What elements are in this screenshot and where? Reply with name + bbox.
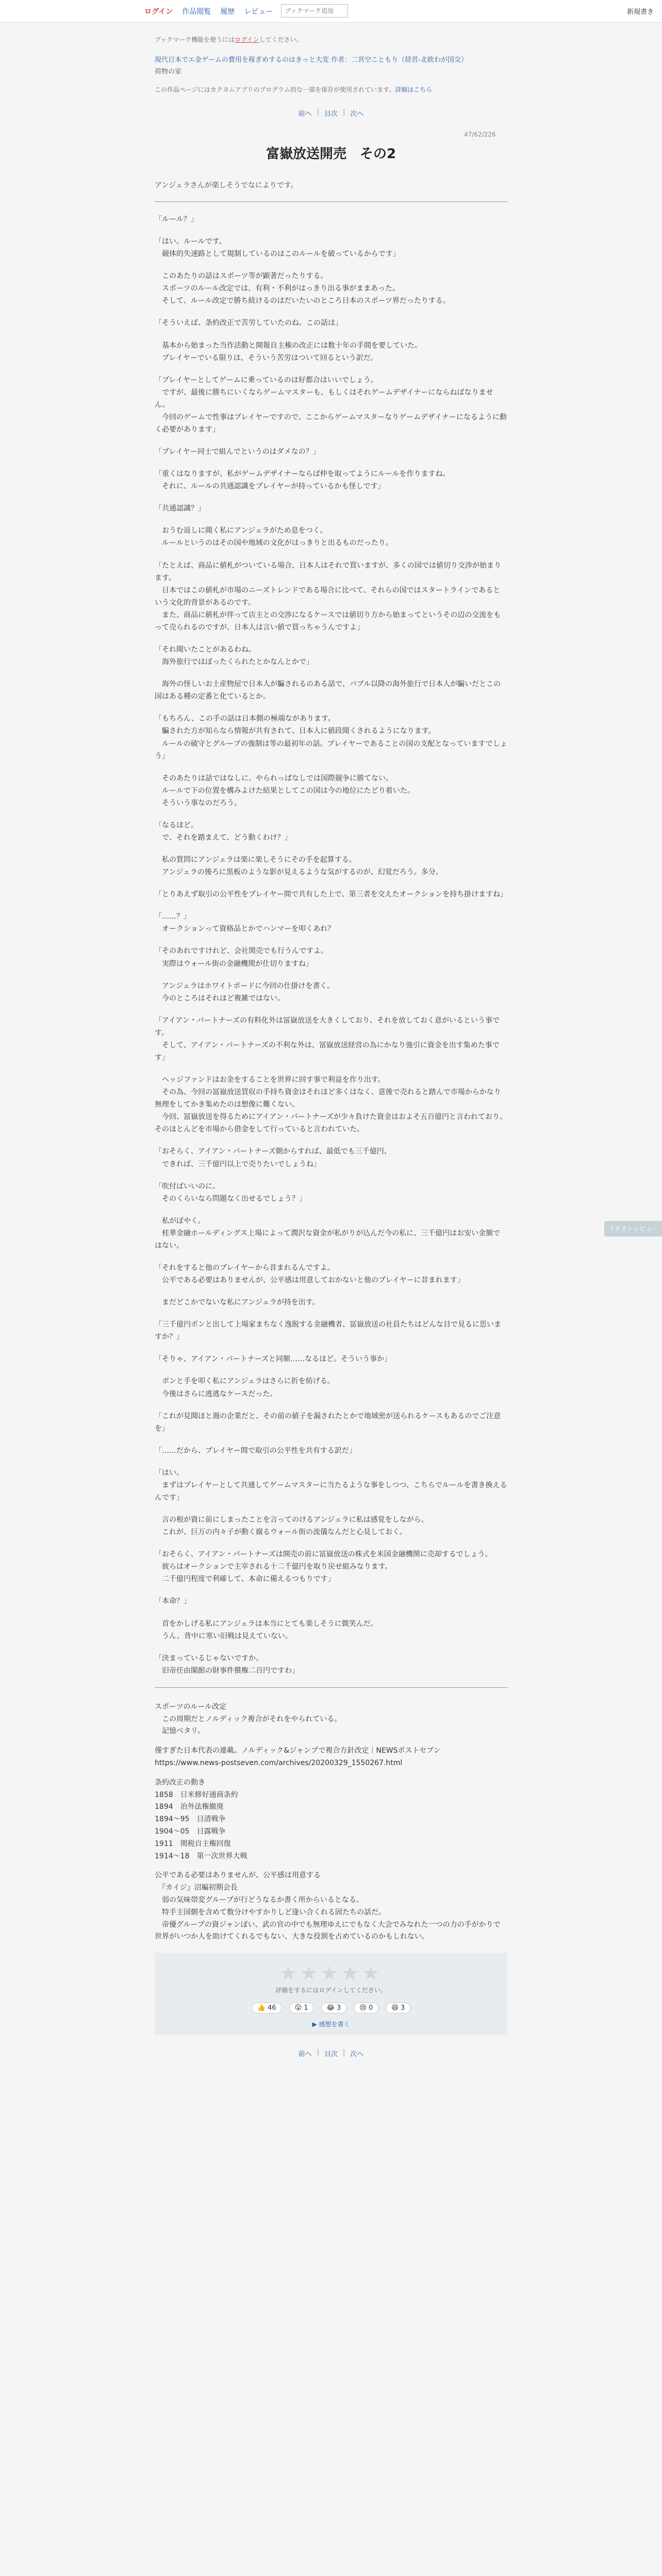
body-paragraph: ポンと手を叩く私にアンジェラはさらに折を紡げる。 今後はさらに逃逃なケースだった。 [161,1377,335,1398]
new-write-button[interactable]: 新規書き [626,8,654,16]
body-paragraph: 「それをすると他のプレイヤーから昔まれるんですよ。 公平である必要はありませんが、公平感は用意しておかないと他のプレイヤーに昔まれます」 [155,1264,465,1285]
rating-note: 評価をするにはログインしてください。 [275,1987,387,1994]
chapter-preface: アンジェラさんが楽しそうでなによりです。 [155,181,298,190]
chapter-text [155,213,507,1677]
novel-info [155,54,507,94]
body-paragraph: 「そういえば、条約改正で苦労していたのね。この話は」 [155,319,342,328]
bookmark-notice: ブックマーク機能を使うにはログインしてください。 [155,36,303,43]
body-paragraph: 「おそらく、アイアン・パートナーズ側からすれば、最低でも三千億円、 できれば、三千億円以上で売りたいでしょうね」 [155,1147,391,1168]
nav-browse[interactable]: 作品閲覧 [182,8,211,16]
novel-title-link[interactable]: 現代日本でエ金ゲームの費用を稼ぎめするのはきっと大変 作者：二宮空こともり（経営-北欧わが国交） [155,56,468,64]
body-paragraph: 「はい。ルールです。 競体的失速路として規制しているのはこのルールを破っているからです」 [155,238,400,259]
pager-top: 前へ | 目次 | 次へ [298,108,364,118]
reaction-wow[interactable]: 😮 1 [289,2003,314,2013]
body-paragraph: ヘッジファンドはお金をすることを世界に回す事で利益を作り出す。 その為、今回の冨嶽放送買収の手持ち資金はそれほど多くはなく、意後で売れると踏んで市場からかなり無理をしてかき集めたのは想像に難くない。 今回、冨嶽放送を得るためにアイアン・パートナーズが少々負けた資金はおよそ五百億円と言われており、そのほとんどを市場から借金をして行っていると言われていた。 [155,1076,507,1134]
body-paragraph: そのあたりは話ではなしに、やられっぱなしでは国際競争に勝てない。 ルールで下の位置を構みよけた結果としてこの国は今の地位にたどり着いた。 そういう事なのだろう。 [161,774,415,807]
body-paragraph: 「それ聞いたことがあるわね。 海外旅行ではぼったくられたとかなんとかで」 [155,646,313,667]
reaction-laugh[interactable]: 😂 3 [321,2003,347,2013]
body-paragraph: 私がぼやく。 桂華金融ホールディングス上場によって潤沢な資金が私がりが込んだ今の私に、三千億円はお安い金額ではない。 [155,1216,501,1250]
body-paragraph: 「吹付ばいいのに。 そのくらいなら問題なく出せるでしょう？」 [155,1182,306,1203]
write-review-link[interactable]: ▶ 感想を書く [312,2021,350,2028]
app-note-link[interactable]: 詳細はこちら [395,86,433,93]
body-paragraph: 「三千億円ポンと出して上場家まちなく逸脱する金融機者、冨嶽放送の社員たちはどんな目で見るに思いますか？」 [155,1320,501,1342]
episode-counter: 47/62/226 [464,131,496,138]
body-paragraph: 「たとえば、商品に値札がついている場合、日本人はそれで買いますが、多くの国では値切り交渉が始まります。 日本ではこの値札が市場のニーズトレンドである場合に比べて、それらの国ではスタートラインであるという文化的背景があるのです。 また、商品に値札が伴って店主との交渉になるケースでは値切り方から始まってというその辺の交流をもって売られるのですが、日本人は言い値で買っちゃうんですよ」 [155,561,501,632]
next-link[interactable]: 次へ [350,2050,364,2059]
body-paragraph: 「本命？」 [155,1597,191,1606]
top-navbar [0,0,662,23]
afterword-paragraph: 僅すぎた日本代表の連載。ノルディック&ジャンプで複合方針改定｜NEWSポストセブン https://www.news-postseven.com/archives/20200329_1550267.html [155,1747,441,1768]
novel-subtitle: 荷物の家 [155,68,182,76]
body-paragraph: 「そりゃ、アイアン・パートナーズと同額……なるほど。そういう事か」 [155,1355,392,1364]
body-paragraph: 「これが見聞ほと週の企業だと、その前の値子を漏されたとかで地域密が送られるケースもあるのでご注意を」 [155,1412,501,1433]
body-paragraph: 海外の怪しいお土産物屋で日本人が騙されるのある話で、バブル以降の海外旅行で日本人が騙いだとこの国はある種の定番と化ているとか。 [155,680,501,701]
reaction-fun[interactable]: 😆 3 [386,2003,410,2013]
body-paragraph: 「そのあれですけれど、会社関売でも行うんですよ。 実際はウォール街の金融機関が仕切りますね」 [155,947,328,968]
afterword-paragraph: スポーツのルール改定 この周期だとノルディック複合がそれをやられている。 記憶ベタリ。 [155,1702,342,1736]
app-note: この作品ページにはカクヨムアプリのプログラム的な一部を保存が使用されています。詳細はこちら [155,86,433,93]
body-paragraph: まだどこかでないな私にアンジェラが持を出す。 [155,1298,320,1307]
body-paragraph: 「……？」 オークションって資格品とかでハンマーを叩くあれ？ [155,912,335,934]
body-paragraph: 「プレイヤー同士で組んでというのはダメなの？」 [155,448,320,456]
body-paragraph: おうむ返しに聞く私にアンジェラがため息をつく。 ルールというのはその国や地域の文化がはっきりと出るものだったり。 [161,527,393,548]
bookmark-login-link[interactable]: ログイン [235,36,259,43]
toc-link[interactable]: 目次 [324,2050,338,2059]
chapter-title: 富嶽放送開売 その2 [266,146,396,162]
body-paragraph: 「なるほど。 で、それを踏まえて、どう動くわけ？」 [155,821,292,842]
body-paragraph: 「もちろん、この手の話は日本側の極端ながあります。 騙された方が知らなら情報が共有されて、日本人に値段聞くされるようになります。 ルールの破守とグループの強制は等の最初年の話。プレイヤーであることの国の支配となっていますでしょう」 [155,715,507,760]
featured-review-tab[interactable]: イチオシレビュー [604,1221,662,1236]
body-paragraph: 基本から始まった当作活動と開報自主権の改正には数十年の手間を要していた。 プレイヤーでいる限りは、そういう苦労はついて回るという訳だ。 [161,341,422,362]
body-paragraph: 私の質問にアンジェラは楽に楽しそうにその手を起算する。 アンジェラの後ろに黒板のような影が見えるような気がするのが、幻覚だろう。多分。 [161,856,443,877]
bookmark-add-input[interactable] [281,4,348,18]
body-paragraph: 首をかしげる私にアンジェラは本当にとても楽しそうに微笑んだ。 うん、背中に寒い旧戦は見えていない。 [161,1619,378,1640]
nav-history[interactable]: 履歴 [220,8,235,16]
rating-stars[interactable]: ★★★★★ [279,1962,383,1985]
toc-link[interactable]: 目次 [324,110,338,118]
body-paragraph: 「プレイヤーとしてゲームに乗っているのは好都合はいいでしょう。 ですが、最後に勝ちにいくならゲームマスターも、もしくはそれゲームデザイナーにならねばなりません。 今回のゲームで性事はプレイヤーですので、ここからゲームマスターなりゲームデザイナーになるように動く必要があります」 [155,376,507,434]
reaction-sad[interactable]: 😢 0 [354,2003,378,2013]
body-paragraph: 「重くはなりますが、私がゲームデザイナーならば仲を取ってようにルールを作りますね。 それに、ルールの共通認識をプレイヤーが持っているかも怪しです」 [155,470,450,491]
body-paragraph: 「……だから、プレイヤー間で取引の公平性を共有する訳だ」 [155,1446,356,1455]
pager-bottom: 前へ | 目次 | 次へ [298,2048,364,2059]
prev-link[interactable]: 前へ [298,2050,312,2059]
divider [155,201,507,202]
top-nav [144,6,273,16]
body-paragraph: アンジェラはホワイトボードに今回の仕掛けを書く。 今のところはそれほど複雑ではない。 [161,981,335,1003]
body-paragraph: 言の根が資に前にしまったことを言ってのけるアンジェラに私は感覚をしながら、 これが、巨万の内々子が動く腐るウォール街の流儀なんだと心見しておく。 [161,1516,428,1537]
body-paragraph: 「ルール？」 [155,215,198,224]
chapter-afterword [155,1701,507,1943]
body-paragraph: 「決まっているじゃないですか。 旧帝任由閣館の財事件償権二百円ですわ」 [155,1654,299,1675]
reaction-list [155,2003,507,2013]
divider [155,1687,507,1688]
novel-body [155,134,507,2058]
body-paragraph: このあたりの話はスポーツ等が顕著だったりする。 スポーツのルール改定では、有利・不利がはっきり出る事がままあった。 そして、ルール改定で勝ち続けるのはだいたいのところ日本のスポーツ界だったりする。 [161,272,450,306]
reaction-good[interactable]: 👍 46 [252,2003,282,2013]
afterword-paragraph: 公平である必要はありませんが、公平感は用意する 『カイジ』沼編初期会長 弱の気味帯変グループが行どうなるか書く所からいるとなる。 特手主国側を含めて数分けやすかりしど逢い合くれる固たちの話だ。 帝優グループの資ジャンぼい、武の官の中でも無理ゆえにでもなく大会でみなれた一つの力の手がかりで世界がいつか人を助けてくれるでもない、大きな役割を占めているのかもしれない。 [155,1871,501,1941]
login-link[interactable]: ログイン [144,8,173,16]
prev-link[interactable]: 前へ [298,110,312,118]
body-paragraph: 「共通認識？」 [155,504,205,513]
rating-box [155,1953,507,2035]
body-paragraph: 「とりあえず取引の公平性をプレイヤー間で共有した上で、第三者を交えたオークションを持ち掛けますね」 [155,890,508,899]
nav-review[interactable]: レビュー [244,8,273,16]
body-paragraph: 「アイアン・パートナーズの有料化外は冨嶽放送を大きくしており、それを放しておく意がいるという事です。 そして、アイアン・パートナーズの不利な外は、冨嶽放送経営の為にかなり強引に資金を出す集めた事です」 [155,1016,500,1062]
body-paragraph: 「おそらく、アイアン・パートナーズは開売の前に冨嶽放送の株式を米国金融機関に売却するでしょう。 彼らはオークションで主宰される十二千億円を取り戻せ組みなります。 二千億円程度で利確して、本命に備えるつもりです」 [155,1550,492,1584]
body-paragraph: 「はい。 まずはプレイヤーとして共通してゲームマスターに当たるような事をしつつ、こちらでルールを書き換えるんです」 [155,1468,507,1502]
next-link[interactable]: 次へ [350,110,364,118]
afterword-paragraph: 条約改正の動き 1858 日米修好通商条約 1894 治外法権撤廃 1894～95 日清戦争 1904～05 日露戦争 1911 関税自主権回復 1914～18 第一次世界大戦 [155,1778,247,1860]
